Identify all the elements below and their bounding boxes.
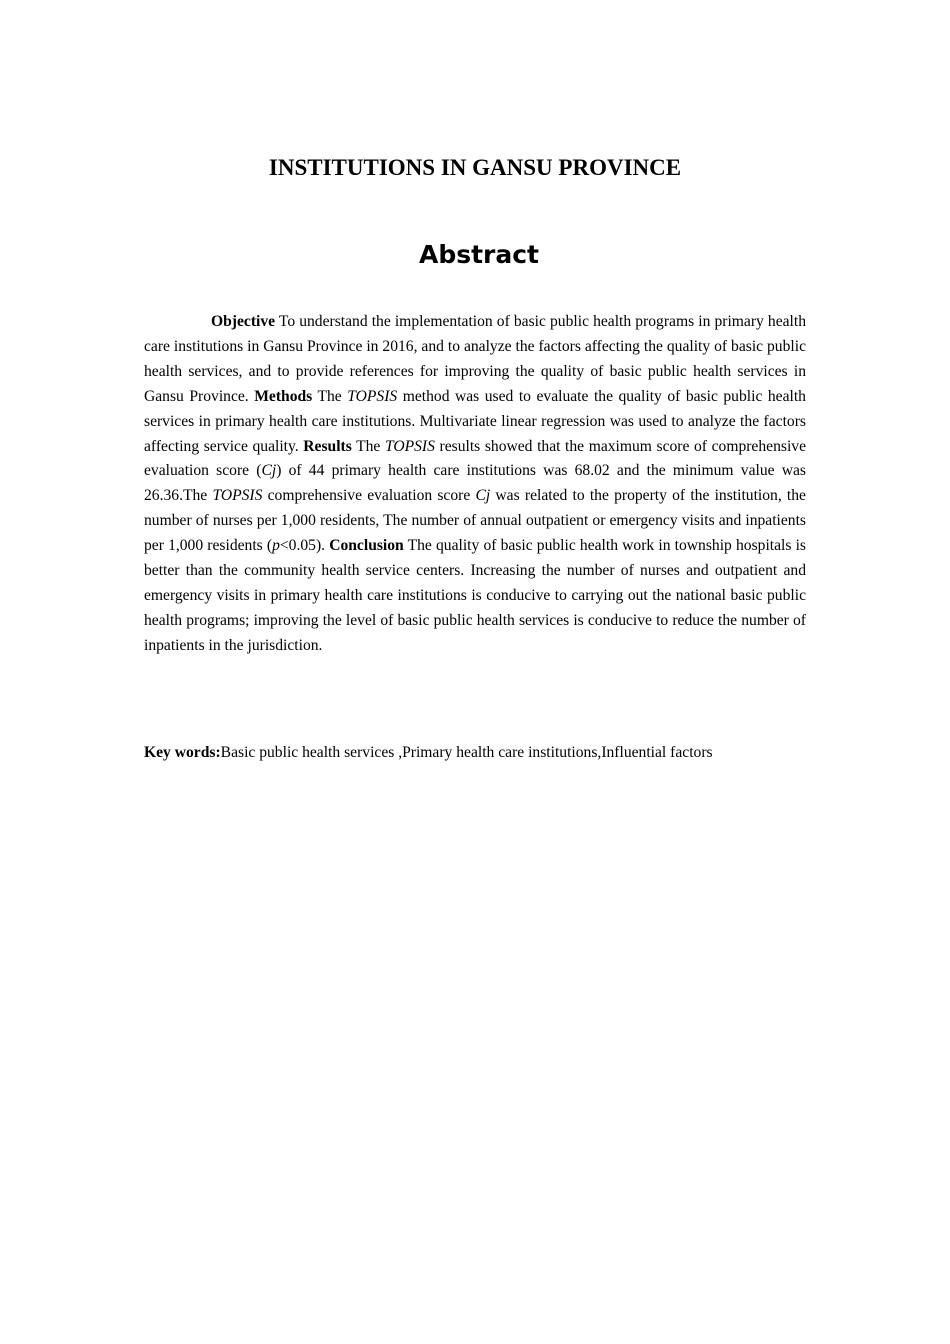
results-text: The (351, 437, 385, 455)
objective-label: Objective (211, 313, 276, 330)
conclusion-text: The quality of basic public health work in township hospitals is better than the community health service centers. Increasing the number of nurses and outpatient and emergency visits in primary health care institutions is conducive to carrying out the national basic public health programs; improving the level of basic public health services is conducive to reduce the number of inpatients in the jurisdiction. (144, 537, 806, 654)
topsis-term: TOPSIS (212, 487, 263, 505)
methods-label: Methods (254, 387, 313, 405)
results-text: results showed that the maximum score of comprehensive evaluation score ( (144, 437, 806, 480)
results-text: comprehensive evaluation score (262, 487, 476, 505)
results-text: ) of 44 primary health care institutions was 68.02 and the minimum value was 26.36.The (144, 462, 807, 505)
results-label: Results (303, 437, 352, 455)
abstract-paragraph (144, 310, 806, 659)
methods-text: The (312, 387, 348, 405)
paper-title: INSTITUTIONS IN GANSU PROVINCE (268, 155, 682, 180)
topsis-term: TOPSIS (384, 437, 435, 455)
results-text: <0.05). (279, 537, 330, 555)
keywords-label: Key words: (144, 744, 221, 761)
abstract-heading: Abstract (418, 240, 540, 269)
p-value-symbol: p (272, 537, 280, 555)
conclusion-label: Conclusion (329, 537, 404, 555)
objective-text: To understand the implementation of basic public health programs in primary health care institutions in Gansu Province in 2016, and to analyze the factors affecting the quality of basic public health services, and to provide references for improving the quality of basic public health services in Gansu Province. (144, 313, 806, 405)
keywords-text: Basic public health services ,Primary health care institutions,Influential factors (220, 744, 713, 761)
results-text: was related to the property of the institution, the number of nurses per 1,000 residents, The number of annual outpatient or emergency visits and inpatients per 1,000 residents ( (144, 487, 806, 555)
methods-text: method was used to evaluate the quality of basic public health services in primary health care institutions. Multivariate linear regression was used to analyze the factors affecting service quality. (144, 387, 806, 455)
cj-term: Cj (475, 487, 491, 505)
topsis-term: TOPSIS (347, 387, 398, 405)
cj-term: Cj (261, 462, 277, 480)
keywords-line (144, 741, 844, 765)
